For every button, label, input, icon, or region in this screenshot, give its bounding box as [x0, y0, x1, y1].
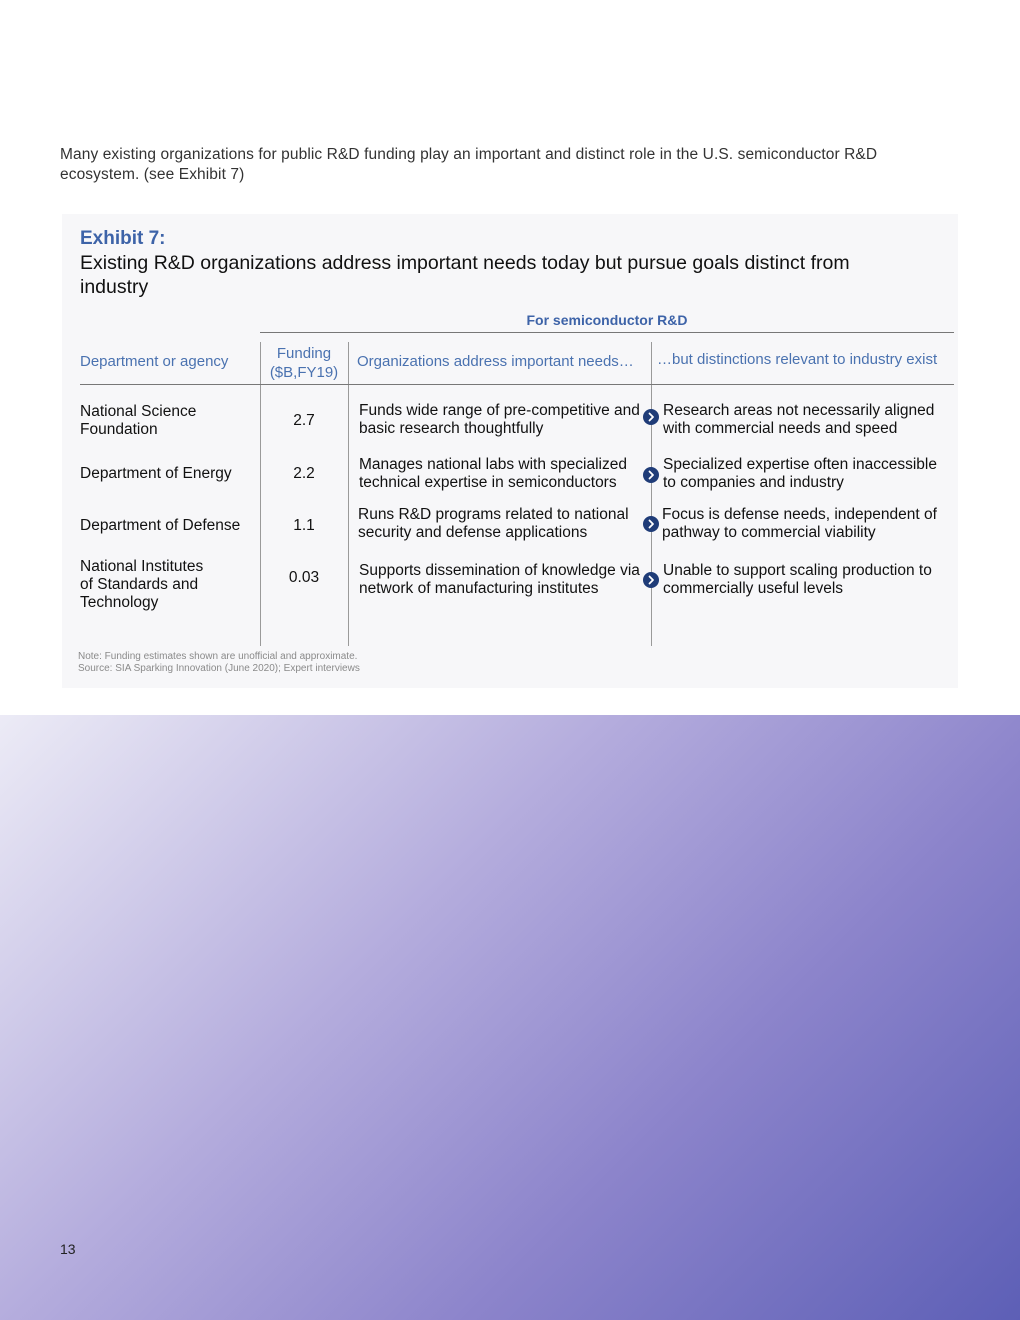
- agency-line: Department of Defense: [80, 517, 241, 534]
- needs-line: Funds wide range of pre-competitive and: [359, 402, 640, 419]
- agency-line: Foundation: [80, 421, 158, 438]
- distinctions-line: Research areas not necessarily aligned: [663, 402, 935, 419]
- needs-line: Manages national labs with specialized: [359, 456, 627, 473]
- table-row-distinctions: [663, 402, 934, 438]
- table-row-needs: [358, 506, 629, 542]
- group-divider: [260, 332, 954, 333]
- group-header: For semiconductor R&D: [526, 312, 688, 328]
- table-row-needs: [359, 456, 627, 492]
- exhibit-title: Existing R&D organizations address important needs today but pursue goals distinct from industry: [80, 252, 850, 298]
- exhibit-source: Source: SIA Sparking Innovation (June 2020); Expert interviews: [78, 663, 360, 674]
- column-header-funding-line2: ($B,FY19): [269, 364, 339, 381]
- exhibit-note: Note: Funding estimates shown are unofficial and approximate.: [78, 651, 358, 662]
- table-row-funding: 2.2: [293, 465, 315, 482]
- table-row-funding: 2.7: [293, 412, 315, 429]
- needs-line: basic research thoughtfully: [359, 420, 544, 437]
- distinctions-line: commercially useful levels: [663, 580, 844, 597]
- table-row-distinctions: [663, 456, 937, 492]
- column-header-needs: Organizations address important needs…: [357, 353, 634, 370]
- agency-line: National Institutes: [80, 558, 204, 575]
- needs-line: security and defense applications: [358, 524, 588, 541]
- chevron-right-circle-icon: [643, 467, 659, 483]
- column-header-funding: [260, 344, 348, 382]
- needs-line: Runs R&D programs related to national: [358, 506, 629, 523]
- table-row-distinctions: [663, 562, 932, 598]
- needs-line: Supports dissemination of knowledge via: [359, 562, 640, 579]
- column-header-agency: Department or agency: [80, 353, 229, 370]
- table-row-funding: 0.03: [288, 569, 320, 586]
- distinctions-line: Unable to support scaling production to: [663, 562, 932, 579]
- chevron-right-circle-icon: [643, 572, 659, 588]
- table-row-agency: [80, 517, 240, 535]
- decorative-gradient-panel: [0, 715, 1020, 1320]
- agency-line: Technology: [80, 594, 159, 611]
- agency-line: National Science: [80, 403, 197, 420]
- distinctions-line: Specialized expertise often inaccessible: [663, 456, 937, 473]
- distinctions-line: pathway to commercial viability: [662, 524, 876, 541]
- chevron-right-circle-icon: [643, 516, 659, 532]
- table-row-funding: 1.1: [293, 517, 315, 534]
- chevron-right-circle-icon: [643, 409, 659, 425]
- distinctions-line: to companies and industry: [663, 474, 844, 491]
- column-divider: [348, 342, 349, 646]
- exhibit-label: Exhibit 7:: [80, 228, 166, 249]
- column-divider: [651, 342, 652, 646]
- distinctions-line: with commercial needs and speed: [663, 420, 898, 437]
- needs-line: technical expertise in semiconductors: [359, 474, 617, 491]
- table-row-agency: [80, 465, 232, 483]
- agency-line: Department of Energy: [80, 465, 232, 482]
- intro-paragraph: Many existing organizations for public R&D funding play an important and distinct role in the U.S. semiconductor R&D ecosystem. (see Exhibit 7): [60, 146, 878, 183]
- agency-line: of Standards and: [80, 576, 199, 593]
- needs-line: network of manufacturing institutes: [359, 580, 599, 597]
- column-header-funding-line1: Funding: [276, 345, 332, 362]
- header-divider: [80, 384, 954, 385]
- exhibit-table: [62, 214, 958, 688]
- table-row-agency: [80, 558, 203, 612]
- table-row-needs: [359, 402, 640, 438]
- distinctions-line: Focus is defense needs, independent of: [662, 506, 937, 523]
- column-header-distinctions: …but distinctions relevant to industry exist: [657, 351, 938, 368]
- page-number: 13: [60, 1241, 76, 1257]
- table-row-distinctions: [662, 506, 937, 542]
- column-divider: [260, 342, 261, 646]
- table-row-needs: [359, 562, 640, 598]
- table-row-agency: [80, 403, 196, 439]
